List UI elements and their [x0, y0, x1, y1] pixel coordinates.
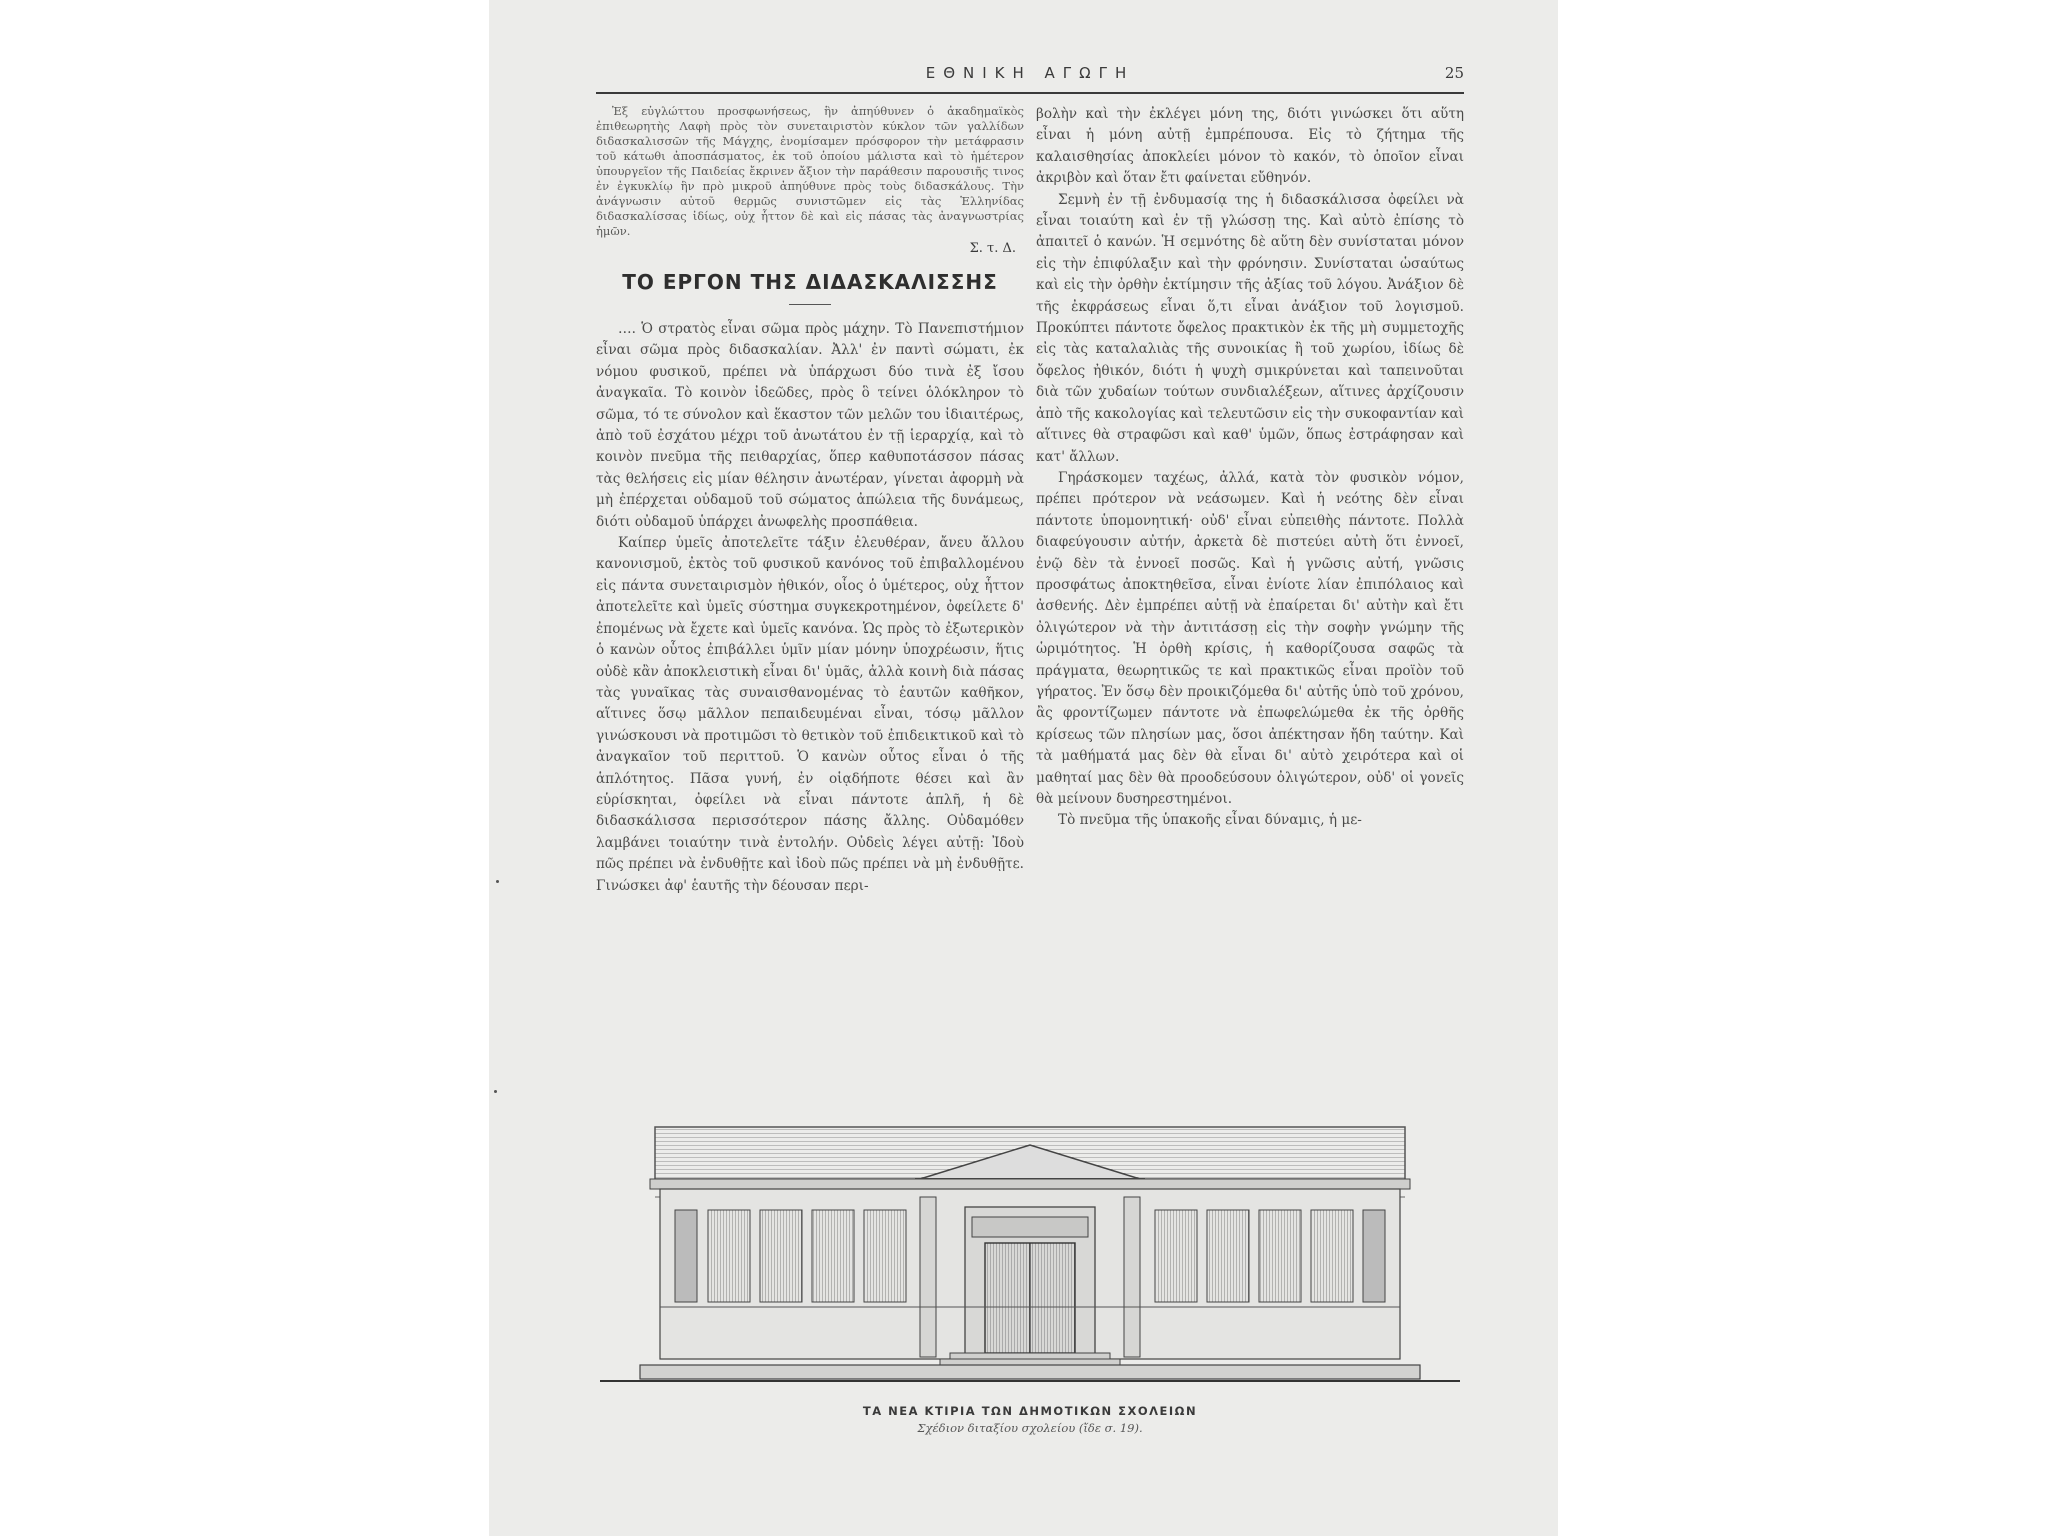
body-paragraph: Σεμνὴ ἐν τῇ ἐνδυμασίᾳ της ἡ διδασκάλισσα ὀφείλει νὰ εἶναι τοιαύτη καὶ ἐν τῇ γλώσσῃ της. Καὶ αὐτὸ ἐπίσης τὸ ἀπαιτεῖ ὁ κανών. Ἡ σεμνότης δὲ αὕτη δὲν συνίσταται μόνον εἰς τὴν ἐπιφύλαξιν καὶ τὴν φρόνησιν. Συνίσταται ὡσαύτως καὶ εἰς τὴν ὀρθὴν ἐκτίμησιν τῆς ἀξίας τοῦ λόγου. Ἀνάξιον δὲ τῆς ἐκφράσεως εἶναι ὅ,τι εἶναι ἀνάξιον τοῦ λογισμοῦ. Προκύπτει πάντοτε ὄφελος πρακτικὸν ἐκ τῆς μὴ συμμετοχῆς εἰς τὰς καταλαλιὰς τῆς συνοικίας ἢ τοῦ χωρίου, ἰδίως δὲ ὄφελος ἠθικόν, διότι ἡ ψυχὴ σμικρύνεται καὶ ταπεινοῦται διὰ τῶν χυδαίων τούτων συνδιαλέξεων, αἵτινες ἀρχίζουσιν ἀπὸ τῆς κακολογίας καὶ τελευτῶσιν εἰς τὴν συκοφαντίαν καὶ αἵτινες θὰ στραφῶσι καὶ καθ' ὑμῶν, ὅπως ἐστράφησαν καὶ κατ' ἄλλων. — [1036, 191, 1464, 465]
body-paragraph: Γηράσκομεν ταχέως, ἀλλά, κατὰ τὸν φυσικὸν νόμον, πρέπει πρότερον νὰ νεάσωμεν. Καὶ ἡ νεότης δὲν εἶναι πάντοτε ὑπομονητική· οὐδ' εἶναι εὐπειθὴς πάντοτε. Πολλὰ διαφεύγουσιν αὐτήν, ἀρκετὰ δὲ πιστεύει αὐτὴ ὅτι ἐννοεῖ, ἐνῷ δὲν τὰ ἐννοεῖ ποσῶς. Καὶ ἡ γνῶσις αὐτή, γνῶσις προσφάτως ἀποκτηθεῖσα, εἶναι ἐνίοτε λίαν ἐπιπόλαιος καὶ ἀσθενής. Δὲν ἐμπρέπει αὐτῇ νὰ ἐπαίρεται δι' αὐτὴν καὶ ἔτι ὀλιγώτερον νὰ τὴν ἀντιτάσσῃ εἰς τὴν σοφὴν γνώμην τῆς ὡριμότητος. Ἡ ὀρθὴ κρίσις, ἡ καθορίζουσα σαφῶς τὰ πράγματα, θεωρητικῶς τε καὶ πρακτικῶς εἶναι προϊὸν τοῦ γήρατος. Ἐν ὅσῳ δὲν προικιζόμεθα δι' αὐτῆς ὑπὸ τοῦ χρόνου, ἂς φροντίζωμεν πάντοτε νὰ ἐπωφελώμεθα ἐκ τῆς ὀρθῆς κρίσεως τῶν πλησίων μας, ὅσοι ἀπέκτησαν ἤδη ταύτην. Καὶ τὰ μαθήματά μας δὲν θὰ εἶναι δι' αὐτὸ χειρότερα καὶ οἱ μαθηταί μας δὲν θὰ προοδεύσουν ὀλιγώτερον, οὐδ' οἱ γονεῖς θὰ μείνουν δυσηρεστημένοι. — [1036, 469, 1464, 807]
header-rule — [596, 92, 1464, 94]
intro-signature: Σ. τ. Δ. — [969, 241, 1016, 256]
intro-paragraph: Ἐξ εὐγλώττου προσφωνήσεως, ἣν ἀπηύθυνεν ὁ ἀκαδημαϊκὸς ἐπιθεωρητὴς Λαφὴ πρὸς τὸν συνεταιριστὸν κύκλον τῶν γαλλίδων διδασκαλισσῶν τῆς Μάγχης, ἐνομίσαμεν πρόσφορον τὴν μετάφρασιν τοῦ κάτωθι ἀποσπάσματος, ἐκ τοῦ ὁποίου μάλιστα καὶ τὸ ἡμέτερον ὑπουργεῖον τῆς Παιδείας ἔκρινεν ἄξιον τὴν παράθεσιν παρουσιῆς τινος ἐν ἐγκυκλίῳ ἣν πρὸ μικροῦ ἀπηύθυνε πρὸς τοὺς διδασκάλους. Τὴν ἀνάγνωσιν αὐτοῦ θερμῶς συνιστῶμεν εἰς τὰς Ἑλληνίδας διδασκαλίσσας ἰδίως, οὐχ ἧττον δὲ καὶ εἰς πάσας τὰς ἀναγνωστρίας ἡμῶν. — [596, 104, 1024, 238]
article-title: ΤΟ ΕΡΓΟΝ ΤΗΣ ΔΙΔΑΣΚΑΛΙΣΣΗΣ — [622, 270, 998, 294]
left-column — [596, 104, 1024, 897]
page-number: 25 — [1444, 64, 1464, 82]
right-column — [1036, 104, 1464, 832]
body-paragraph: …. Ὁ στρατὸς εἶναι σῶμα πρὸς μάχην. Τὸ Πανεπιστήμιον εἶναι σῶμα πρὸς διδασκαλίαν. Ἀλλ' ἐν παντὶ σώματι, ἐκ νόμου φυσικοῦ, πρέπει νὰ ὑπάρχωσι δύο τινὰ ἐξ ἴσου ἀναγκαῖα. Τὸ κοινὸν ἰδεῶδες, πρὸς ὃ τείνει ὁλόκληρον τὸ σῶμα, τό τε σύνολον καὶ ἕκαστον τῶν μελῶν του ἰδιαιτέρως, ἀπὸ τοῦ ἐσχάτου μέχρι τοῦ ἀνωτάτου ἐν τῇ ἱεραρχίᾳ, καὶ τὸ κοινὸν πνεῦμα τῆς πειθαρχίας, ὅπερ καθυποτάσσον πάσας τὰς θελήσεις εἰς μίαν θέλησιν ἀνωτέραν, γίνεται ἀφορμὴ νὰ μὴ ἐπέρχεται οὐδαμοῦ τοῦ σώματος ἀπώλεια τῆς δυνάμεως, διότι οὐδαμοῦ ὑπάρχει ἀνωφελὴς προσπάθεια. — [596, 321, 1024, 530]
figure-sub-caption: Σχέδιον διταξίου σχολείου (ἴδε σ. 19). — [917, 1421, 1143, 1435]
body-paragraph: Τὸ πνεῦμα τῆς ὑπακοῆς εἶναι δύναμις, ἡ με- — [1058, 812, 1362, 829]
title-rule — [789, 304, 831, 305]
body-paragraph: Καίπερ ὑμεῖς ἀποτελεῖτε τάξιν ἐλευθέραν, ἄνευ ἄλλου κανονισμοῦ, ἐκτὸς τοῦ φυσικοῦ κανόνος τοῦ ἐπιβαλλομένου εἰς πάντα συνεταιρισμὸν ἠθικόν, οἷος ὁ ὑμέτερος, οὐχ ἧττον ἀποτελεῖτε καὶ ὑμεῖς σύστημα συγκεκροτημένον, ὀφείλετε δ' ἐπομένως νὰ ἔχετε καὶ ὑμεῖς κανόνα. Ὡς πρὸς τὸ ἐξωτερικὸν ὁ κανὼν οὗτος ἐπιβάλλει ὑμῖν μίαν μόνην ὑποχρέωσιν, ἥτις οὐδὲ κἂν ἀποκλειστικὴ εἶναι δι' ὑμᾶς, ἀλλὰ κοινὴ διὰ πάσας τὰς γυναῖκας τὰς συναισθανομένας τὸ ἑαυτῶν καθῆκον, αἵτινες ὅσῳ μᾶλλον πεπαιδευμέναι εἶναι, τόσῳ μᾶλλον γινώσκουσι νὰ προτιμῶσι τὸ θετικὸν τοῦ ἐπιδεικτικοῦ καὶ τὸ ἀναγκαῖον τοῦ περιττοῦ. Ὁ κανὼν οὗτος εἶναι ὁ τῆς ἁπλότητος. Πᾶσα γυνή, ἐν οἱᾳδήποτε θέσει καὶ ἂν εὑρίσκηται, ὀφείλει νὰ εἶναι πάντοτε ἁπλῆ, ἡ δὲ διδασκάλισσα περισσότερον πάσης ἄλλης. Οὐδαμόθεν λαμβάνει τοιαύτην τινὰ ἐντολήν. Οὐδεὶς λέγει αὐτῇ: Ἰδοὺ πῶς πρέπει νὰ ἐνδυθῇτε καὶ ἰδοὺ πῶς πρέπει νὰ μὴ ἐνδυθῇτε. Γινώσκει ἀφ' ἑαυτῆς τὴν δέουσαν περι- — [596, 535, 1024, 894]
running-head: ΕΘΝΙΚΗ ΑΓΩΓΗ — [925, 64, 1135, 82]
ink-speck — [496, 880, 499, 883]
school-building-illustration — [600, 1125, 1460, 1393]
figure-caption: ΤΑ ΝΕΑ ΚΤΙΡΙΑ ΤΩΝ ΔΗΜΟΤΙΚΩΝ ΣΧΟΛΕΙΩΝ — [862, 1404, 1198, 1418]
body-paragraph: βολὴν καὶ τὴν ἐκλέγει μόνη της, διότι γινώσκει ὅτι αὕτη εἶναι ἡ μόνη αὐτῇ ἐμπρέπουσα. Εἰς τὸ ζήτημα τῆς καλαισθησίας ἀποκλείει μόνον τὸ κακόν, τὸ ὁποῖον εἶναι ἀκριβὸν καὶ ὅταν ἔτι φαίνεται εὔθηνόν. — [1036, 106, 1464, 187]
ink-speck — [494, 1090, 497, 1093]
